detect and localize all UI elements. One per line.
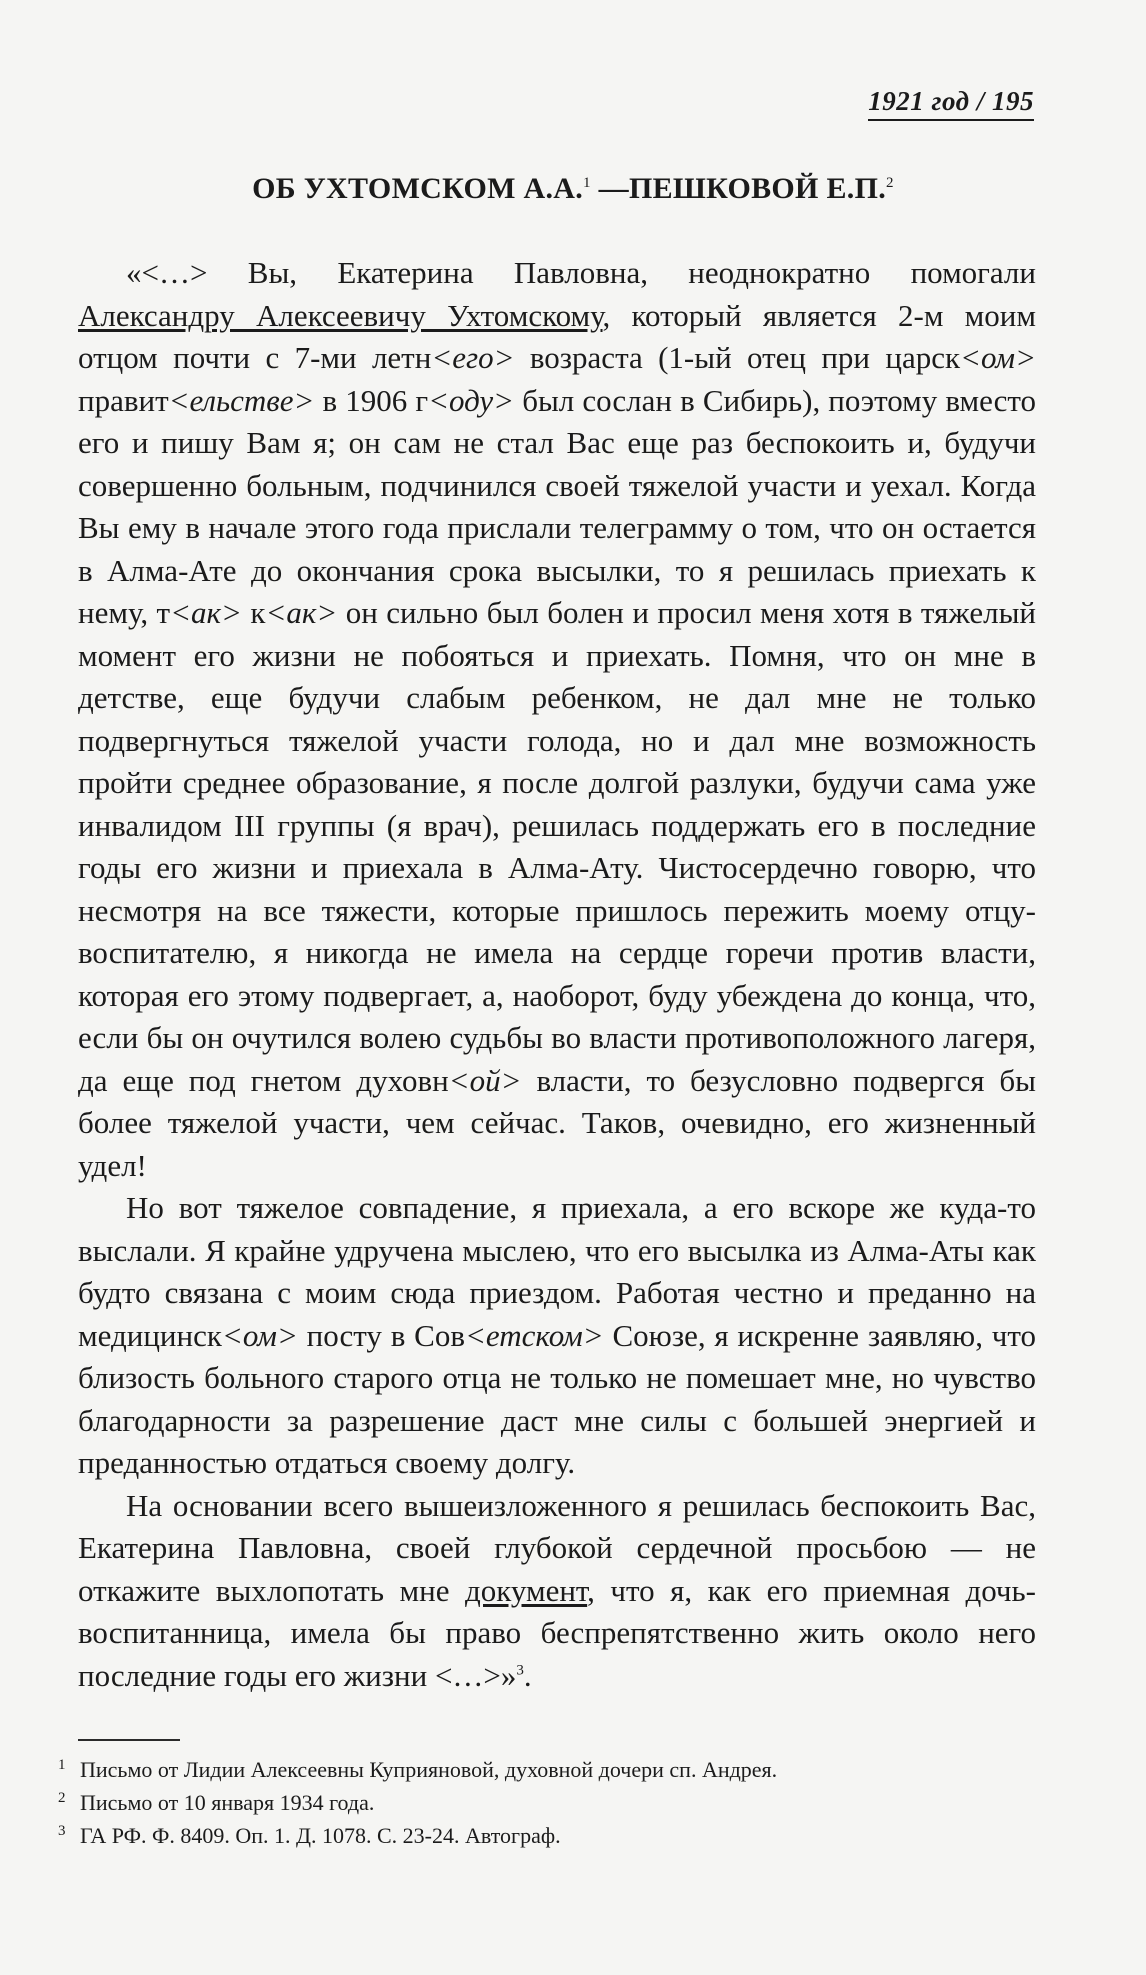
text-run: Но вот тяжелое совпадение, я приехала, а его вскоре же куда-то выслали. Я крайне удручена мыслею, что его высылка из Алма-Аты как будто связана с моим сюда приездом. Работая честно и преданно на медицинск [78, 1190, 1036, 1353]
footnote-1: 1 Письмо от Лидии Алексеевны Куприяновой, духовной дочери сп. Андрея. [58, 1756, 778, 1782]
text-run: «<…> Вы, Екатерина Павловна, неоднократно помогали [126, 255, 1036, 290]
footnote-text: Письмо от Лидии Алексеевны Куприяновой, духовной дочери сп. Андрея. [80, 1757, 778, 1782]
text-run: возраста (1-ый отец при царск [514, 340, 961, 375]
editorial-insert: <его> [431, 340, 515, 375]
paragraph-2 [78, 1187, 1036, 1485]
text-run: в 1906 г [314, 382, 429, 418]
footnotes [58, 1753, 958, 1852]
paragraph-1 [78, 252, 1036, 1187]
footnote-text: ГА РФ. Ф. 8409. Оп. 1. Д. 1078. С. 23-24. Автограф. [80, 1823, 561, 1848]
footnote-3: 3 ГА РФ. Ф. 8409. Оп. 1. Д. 1078. С. 23-24. Автограф. [58, 1822, 561, 1848]
text-run: , что я, как его приемная дочь-воспитанница, имела бы право беспрепятственно жить около него последние годы его жизни <…>» [78, 1572, 1036, 1693]
editorial-insert: <ом> [221, 1317, 298, 1353]
text-run: На основании всего вышеизложенного я решилась беспокоить Вас, Екатерина Павловна, своей глубокой сердечной просьбою — не откажите выхлопотать мне [78, 1487, 1036, 1608]
title-text: ОБ УХТОМСКОМ А.А. [252, 172, 584, 205]
underlined-name: Александру Алексеевичу Ухтомскому [78, 297, 603, 333]
underlined-word: документ [464, 1572, 588, 1608]
footnote-text: Письмо от 10 января 1934 года. [80, 1790, 375, 1815]
text-run: к [241, 595, 266, 630]
editorial-insert: <ельстве> [168, 382, 315, 418]
text-run: посту в Сов [297, 1317, 465, 1353]
editorial-insert: <ак> [265, 595, 338, 630]
title-separator: —ПЕШКОВОЙ Е.П. [590, 172, 887, 205]
editorial-insert: <ом> [960, 340, 1036, 375]
title-footnote-mark-2: 2 [886, 175, 894, 191]
text-run: правит [78, 382, 169, 418]
footnote-mark-3: 3 [516, 1662, 524, 1679]
editorial-insert: <ак> [170, 595, 242, 630]
text-run: . [523, 1657, 532, 1693]
footnote-2: 2 Письмо от 10 января 1934 года. [58, 1789, 375, 1815]
text-run: он сильно был болен и просил меня хотя в тяжелый момент его жизни не побояться и приехать. Помня, что он мне в детстве, еще будучи слабым ребенком, не дал мне не только подвергнуться тяжелой участи голода, но и дал мне возможность пройти среднее образование, я после долгой разлуки, будучи сама уже инвалидом III группы (я врач), решилась поддержать его в последние годы его жизни и приехала в Алма-Ату. Чистосердечно говорю, что несмотря на все тяжести, которые пришлось пережить моему отцу-воспитателю, я никогда не имела на сердце горечи против власти, которая его этому подвергает, а, наоборот, буду убеждена до конца, что, если бы он очутился волею судьбы во власти противоположного лагеря, да еще под гнетом духовн [78, 595, 1036, 1098]
running-head: 1921 год / 195 [868, 86, 1034, 121]
text-run: был сослан в Сибирь), поэтому вместо его и пишу Вам я; он сам не стал Вас еще раз беспокоить и, будучи совершенно больным, подчинился своей тяжелой участи и уехал. Когда Вы ему в начале этого года прислали телеграмму о том, что он остается в Алма-Ате до окончания срока высылки, то я решилась приехать к нему, т [78, 382, 1036, 630]
footnote-divider [78, 1739, 180, 1741]
editorial-insert: <етском> [464, 1317, 604, 1353]
text-run: , который является 2-м моим отцом почти с 7-ми летн [78, 297, 1037, 375]
editorial-insert: <ой> [448, 1062, 522, 1098]
letter-body [78, 252, 1036, 1697]
paragraph-3 [78, 1485, 1036, 1698]
title-footnote-mark-1: 1 [583, 175, 591, 191]
editorial-insert: <оду> [428, 382, 515, 418]
text-run: власти, то безусловно подвергся бы более тяжелой участи, чем сейчас. Таков, очевидно, его жизненный удел! [78, 1062, 1036, 1183]
document-title [0, 172, 1146, 206]
text-run: Союзе, я искренне заявляю, что близость больного старого отца не только не помешает мне, но чувство благодарности за разрешение даст мне силы с большей энергией и преданностью отдаться своему долгу. [78, 1317, 1036, 1480]
